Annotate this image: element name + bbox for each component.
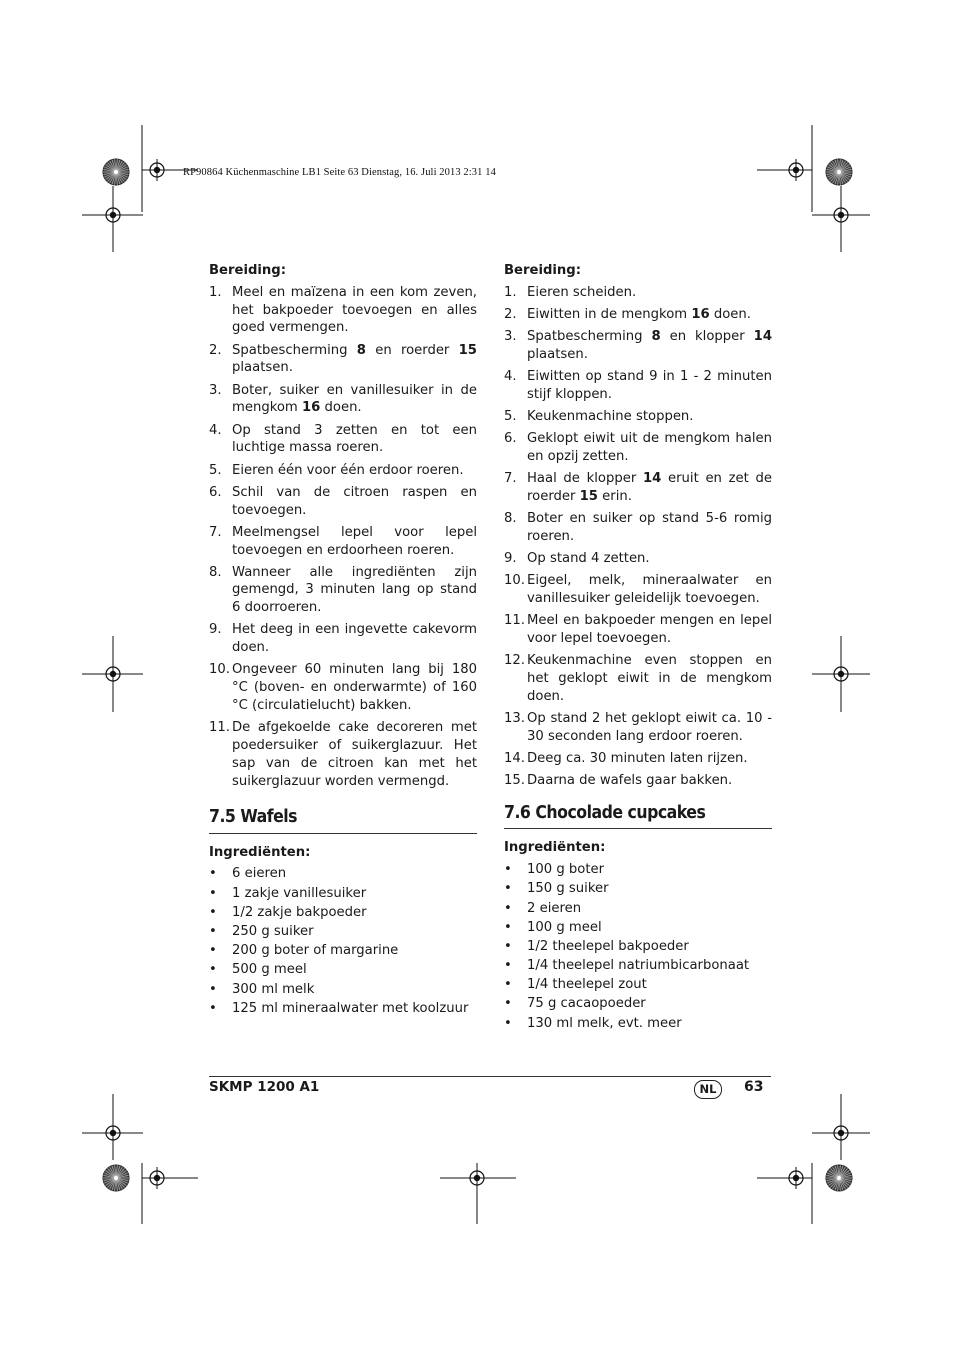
step-item <box>504 284 772 302</box>
ingredient-text: 6 eieren <box>232 866 287 882</box>
step-number: 8. <box>504 511 517 527</box>
ingredient-item <box>504 900 772 918</box>
step-item <box>504 550 772 568</box>
bullet-icon: • <box>504 958 512 974</box>
step-item <box>504 750 772 768</box>
bullet-icon: • <box>504 938 512 954</box>
step-text: Eiwitten in de mengkom 16 doen. <box>527 306 751 322</box>
bullet-icon: • <box>504 1015 512 1031</box>
ingredient-item <box>504 880 772 898</box>
left-prep-label: Bereiding: <box>209 263 287 278</box>
step-number: 4. <box>209 422 222 438</box>
step-item <box>209 284 477 337</box>
bullet-icon: • <box>504 977 512 993</box>
step-text: Eieren scheiden. <box>527 284 637 300</box>
step-item <box>209 564 477 617</box>
step-text: Ongeveer 60 minuten lang bij 180 °C (boven- en onderwarmte) of 160 °C (circulatielucht) bakken. <box>232 662 477 714</box>
step-item <box>209 462 477 480</box>
bullet-icon: • <box>504 996 512 1012</box>
print-slug: RP90864 Küchenmaschine LB1 Seite 63 Dienstag, 16. Juli 2013 2:31 14 <box>183 167 496 178</box>
right-prep-label: Bereiding: <box>504 263 582 278</box>
ingredient-item <box>209 1000 477 1018</box>
ingredient-text: 2 eieren <box>527 900 582 916</box>
step-number: 2. <box>209 342 222 358</box>
bullet-icon: • <box>209 904 217 920</box>
step-text: Eiwitten op stand 9 in 1 - 2 minuten stijf kloppen. <box>527 369 772 402</box>
ingredient-item <box>209 865 477 883</box>
left-ingredients-list <box>209 865 477 1017</box>
step-item <box>504 368 772 404</box>
ingredient-text: 100 g boter <box>527 862 605 878</box>
step-number: 14. <box>504 751 525 767</box>
bullet-icon: • <box>504 881 512 897</box>
step-text: Keukenmachine stoppen. <box>527 409 694 425</box>
right-steps-list <box>504 284 772 790</box>
step-text: Deeg ca. 30 minuten laten rijzen. <box>527 751 748 767</box>
step-item <box>504 652 772 705</box>
bullet-icon: • <box>209 1000 217 1016</box>
right-ingredients-label: Ingrediënten: <box>504 840 606 856</box>
step-number: 6. <box>504 431 517 447</box>
step-item <box>504 306 772 324</box>
step-number: 12. <box>504 653 525 669</box>
step-number: 13. <box>504 711 525 727</box>
ingredient-item <box>209 981 477 999</box>
step-text: Eigeel, melk, mineraalwater en vanillesuiker geleidelijk toevoegen. <box>527 573 772 607</box>
step-item <box>209 382 477 418</box>
ingredient-text: 100 g meel <box>527 919 602 935</box>
step-text: Eieren één voor één erdoor roeren. <box>232 462 464 478</box>
ingredient-text: 1/4 theelepel natriumbicarbonaat <box>527 958 750 974</box>
step-text: Meel en maïzena in een kom zeven, het bakpoeder toevoegen en alles goed vermengen. <box>232 284 477 336</box>
bullet-icon: • <box>209 885 217 901</box>
step-text: Schil van de citroen raspen en toevoegen. <box>232 484 477 518</box>
ingredient-text: 125 ml mineraalwater met koolzuur <box>232 1000 469 1016</box>
step-item <box>209 524 477 560</box>
step-item <box>504 710 772 746</box>
ingredient-item <box>504 957 772 975</box>
section-title-wafels: 7.5 Wafels <box>209 809 477 834</box>
step-item <box>504 772 772 790</box>
step-item <box>504 572 772 608</box>
step-number: 4. <box>504 369 517 385</box>
ingredient-text: 200 g boter of margarine <box>232 943 399 959</box>
step-item <box>209 342 477 378</box>
ingredient-item <box>504 919 772 937</box>
ingredient-text: 1 zakje vanillesuiker <box>232 885 367 901</box>
ingredient-text: 1/2 theelepel bakpoeder <box>527 938 689 954</box>
page-number: 63 <box>744 1079 764 1095</box>
step-item <box>504 408 772 426</box>
section-title-cupcakes: 7.6 Chocolade cupcakes <box>504 805 772 830</box>
ingredient-item <box>504 995 772 1013</box>
step-text: Spatbescherming 8 en klopper 14 plaatsen. <box>527 329 772 362</box>
step-text: De afgekoelde cake decoreren met poedersuiker of suikerglazuur. Het sap van de citroen kan met het suikerglazuur worden vermengd. <box>232 720 477 789</box>
step-number: 9. <box>209 622 222 638</box>
right-ingredients-list <box>504 861 772 1032</box>
step-number: 3. <box>504 329 517 345</box>
step-number: 11. <box>504 613 525 629</box>
step-text: Keukenmachine even stoppen en het geklopt eiwit in de mengkom doen. <box>527 653 772 705</box>
step-item <box>504 470 772 506</box>
footer-model: SKMP 1200 A1 <box>209 1079 320 1095</box>
step-number: 10. <box>209 662 230 678</box>
step-number: 1. <box>504 284 517 300</box>
step-number: 5. <box>504 409 517 425</box>
ingredient-text: 1/2 zakje bakpoeder <box>232 904 367 920</box>
step-number: 10. <box>504 573 525 589</box>
ingredient-text: 75 g cacaopoeder <box>527 996 646 1012</box>
step-number: 8. <box>209 564 222 580</box>
ingredient-item <box>209 961 477 979</box>
step-item <box>209 621 477 657</box>
bullet-icon: • <box>209 981 217 997</box>
step-text: Spatbescherming 8 en roerder 15 plaatsen. <box>232 342 477 376</box>
step-number: 7. <box>209 524 222 540</box>
step-text: Op stand 3 zetten en tot een luchtige massa roeren. <box>232 422 477 456</box>
step-text: Geklopt eiwit uit de mengkom halen en opzij zetten. <box>527 431 772 465</box>
left-column <box>209 262 477 1019</box>
step-item <box>504 328 772 364</box>
ingredient-text: 1/4 theelepel zout <box>527 977 647 993</box>
ingredient-item <box>209 942 477 960</box>
step-number: 5. <box>209 462 222 478</box>
step-number: 15. <box>504 773 525 789</box>
step-text: Haal de klopper 14 eruit en zet de roerder 15 erin. <box>527 471 772 505</box>
step-text: Meel en bakpoeder mengen en lepel voor lepel toevoegen. <box>527 613 772 647</box>
bullet-icon: • <box>209 866 217 882</box>
right-column <box>504 262 772 1034</box>
step-number: 9. <box>504 551 517 567</box>
step-item <box>209 484 477 520</box>
ingredient-item <box>504 938 772 956</box>
step-number: 3. <box>209 382 222 398</box>
ingredient-text: 150 g suiker <box>527 881 609 897</box>
step-number: 11. <box>209 720 230 736</box>
ingredient-text: 130 ml melk, evt. meer <box>527 1015 682 1031</box>
ingredient-text: 500 g meel <box>232 962 307 978</box>
step-number: 1. <box>209 284 222 300</box>
step-text: Boter, suiker en vanillesuiker in de mengkom 16 doen. <box>232 382 477 416</box>
step-number: 6. <box>209 484 222 500</box>
step-number: 2. <box>504 306 517 322</box>
step-text: Meelmengsel lepel voor lepel toevoegen en erdoorheen roeren. <box>232 524 477 558</box>
step-item <box>209 661 477 714</box>
step-text: Op stand 4 zetten. <box>527 551 650 567</box>
ingredient-item <box>504 1015 772 1033</box>
bullet-icon: • <box>209 923 217 939</box>
step-text: Boter en suiker op stand 5-6 romig roeren. <box>527 511 772 545</box>
bullet-icon: • <box>504 919 512 935</box>
footer-rule <box>209 1076 771 1077</box>
step-text: Op stand 2 het geklopt eiwit ca. 10 - 30 seconden lang erdoor roeren. <box>527 711 772 745</box>
step-item <box>504 430 772 466</box>
bullet-icon: • <box>504 862 512 878</box>
left-ingredients-label: Ingrediënten: <box>209 844 311 860</box>
step-number: 7. <box>504 471 517 487</box>
step-item <box>209 719 477 790</box>
step-item <box>504 612 772 648</box>
bullet-icon: • <box>209 943 217 959</box>
ingredient-item <box>504 976 772 994</box>
ingredient-text: 300 ml melk <box>232 981 315 997</box>
ingredient-item <box>504 861 772 879</box>
step-text: Wanneer alle ingrediënten zijn gemengd, 3 minuten lang op stand 6 doorroeren. <box>232 564 477 616</box>
ingredient-text: 250 g suiker <box>232 923 314 939</box>
bullet-icon: • <box>209 962 217 978</box>
step-item <box>209 422 477 458</box>
step-text: Daarna de wafels gaar bakken. <box>527 773 733 789</box>
step-item <box>504 510 772 546</box>
ingredient-item <box>209 923 477 941</box>
left-steps-list <box>209 284 477 791</box>
ingredient-item <box>209 885 477 903</box>
bullet-icon: • <box>504 900 512 916</box>
ingredient-item <box>209 904 477 922</box>
language-badge: NL <box>694 1080 722 1099</box>
step-text: Het deeg in een ingevette cakevorm doen. <box>232 622 477 656</box>
